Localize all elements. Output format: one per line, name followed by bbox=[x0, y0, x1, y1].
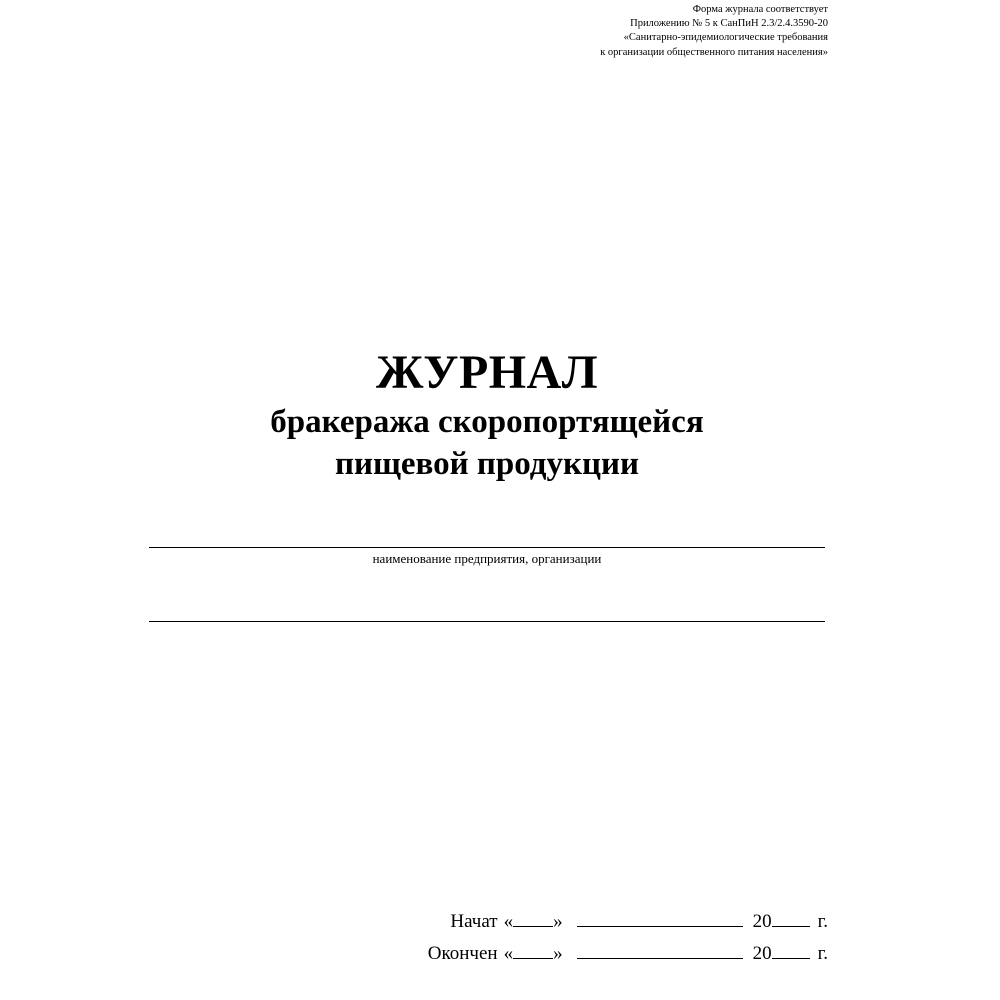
main-title: ЖУРНАЛ bbox=[375, 346, 599, 399]
title-block bbox=[0, 345, 974, 485]
started-day-blank[interactable] bbox=[513, 910, 553, 927]
compliance-note-line: к организации общественного питания населения» bbox=[600, 46, 828, 58]
compliance-note bbox=[600, 3, 828, 60]
compliance-note-line: Приложению № 5 к СанПиН 2.3/2.4.3590-20 bbox=[630, 18, 828, 30]
compliance-note-line: Форма журнала соответствует bbox=[692, 4, 828, 15]
subtitle-line-1: бракеража скоропортящейся bbox=[270, 404, 704, 440]
ended-month-blank[interactable] bbox=[577, 942, 743, 959]
organization-caption: наименование предприятия, организации bbox=[372, 551, 602, 566]
started-date-row bbox=[428, 906, 828, 938]
century-prefix: 20 bbox=[752, 943, 772, 964]
open-quote: « bbox=[503, 911, 514, 932]
year-unit: г. bbox=[817, 911, 828, 932]
started-year-blank[interactable] bbox=[772, 910, 810, 927]
subtitle-line-2: пищевой продукции bbox=[334, 446, 640, 482]
close-quote: » bbox=[553, 943, 563, 964]
compliance-note-line: «Санитарно-эпидемиологические требования bbox=[623, 32, 828, 44]
organization-name-line[interactable] bbox=[149, 547, 825, 548]
ended-year-blank[interactable] bbox=[772, 942, 810, 959]
ended-day-blank[interactable] bbox=[513, 942, 553, 959]
ended-label: Окончен bbox=[427, 943, 498, 964]
close-quote: » bbox=[553, 911, 563, 932]
date-fields bbox=[428, 906, 828, 970]
ended-date-row bbox=[428, 938, 828, 970]
organization-name-line-2[interactable] bbox=[149, 621, 825, 622]
started-label: Начат bbox=[450, 911, 498, 932]
started-month-blank[interactable] bbox=[577, 910, 743, 927]
year-unit: г. bbox=[817, 943, 828, 964]
century-prefix: 20 bbox=[752, 911, 772, 932]
open-quote: « bbox=[503, 943, 514, 964]
